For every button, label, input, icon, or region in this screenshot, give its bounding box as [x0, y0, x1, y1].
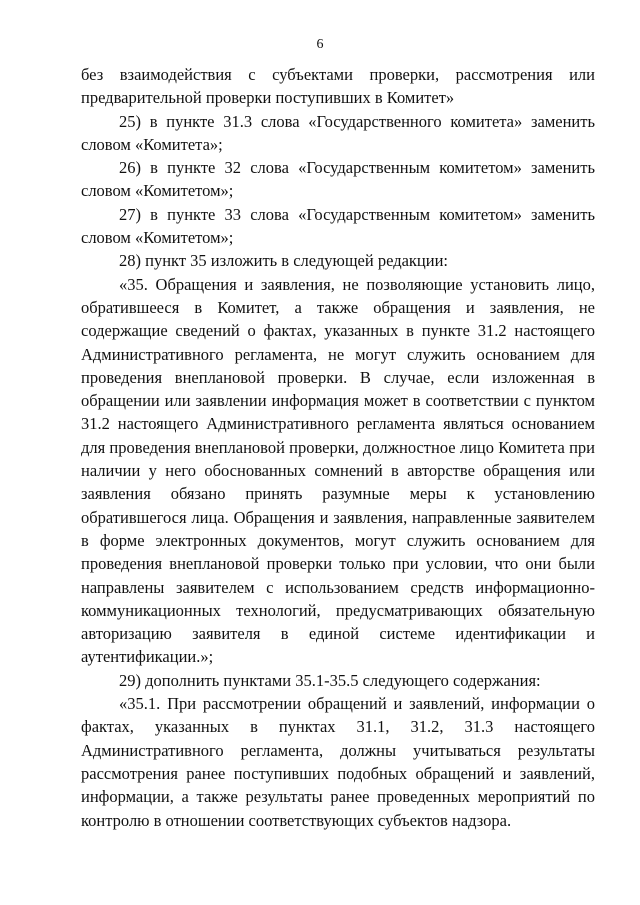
paragraph-item-27: 27) в пункте 33 слова «Государственным комитетом» заменить словом «Комитетом»; — [81, 204, 595, 248]
document-body — [81, 63, 595, 832]
paragraph-continuation: без взаимодействия с субъектами проверки, рассмотрения или предварительной проверки поступивших в Комитет» — [81, 65, 595, 108]
paragraph-item-26: 26) в пункте 32 слова «Государственным комитетом» заменить словом «Комитетом»; — [81, 158, 595, 201]
paragraph-item-25: 25) в пункте 31.3 слова «Государственного комитета» заменить словом «Комитета»; — [81, 111, 595, 154]
paragraph-clause-35-1: «35.1. При рассмотрении обращений и заявлений, информации о фактах, указанных в пунктах 31.1, 31.2, 31.3 настоящего Административного регламента, должны учитываться результаты рассмотрения ранее поступивших подобных обращений и заявлений, информации, а также результаты ранее проведенных мероприятий по контролю в отношении соответствующих субъектов надзора. — [81, 694, 595, 830]
page-number: 6 — [316, 37, 324, 52]
paragraph-item-29: 29) дополнить пунктами 35.1-35.5 следующего содержания: — [119, 670, 541, 690]
paragraph-clause-35: «35. Обращения и заявления, не позволяющие установить лицо, обратившееся в Комитет, а также обращения и заявления, не содержащие сведений о фактах, указанных в пункте 31.2 настоящего Административного регламента, не могут служить основанием для проведения внеплановой проверки. В случае, если изложенная в обращении или заявлении информация может в соответствии с пунктом 31.2 настоящего Административного регламента являться основанием для проведения внеплановой проверки, должностное лицо Комитета при наличии у него обоснованных сомнений в авторстве обращения или заявления обязано принять разумные меры к установлению обратившегося лица. Обращения и заявления, направленные заявителем в форме электронных документов, могут служить основанием для проведения внеплановой проверки только при условии, что они были направлены заявителем с использованием средств информационно-коммуникационных технологий, предусматривающих обязательную авторизацию заявителя в единой системе идентификации и аутентификации.»; — [81, 274, 595, 667]
paragraph-item-28: 28) пункт 35 изложить в следующей редакции: — [119, 251, 449, 271]
